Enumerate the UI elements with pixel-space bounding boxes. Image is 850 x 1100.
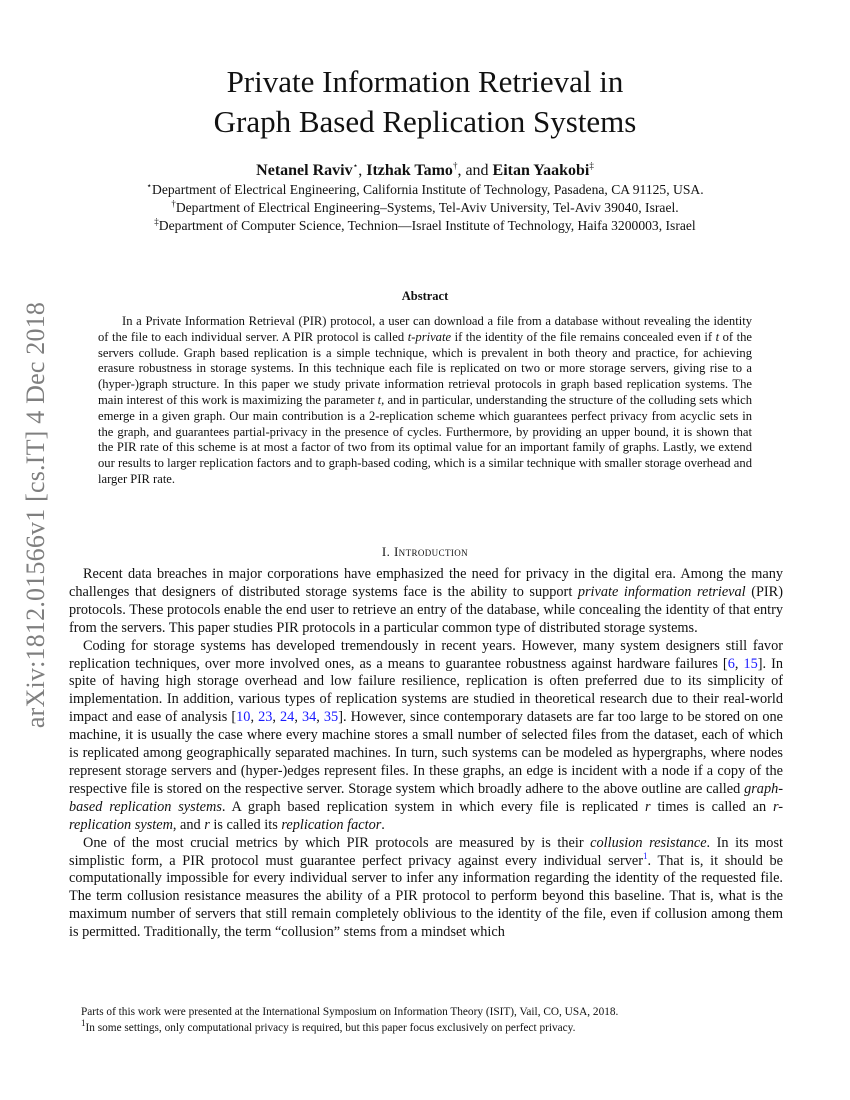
section-number: I. (381, 544, 394, 559)
paper-title (0, 62, 850, 142)
affiliation-mark: ‡ (154, 216, 159, 227)
citation-link[interactable]: 34 (301, 709, 317, 726)
citation-link[interactable]: 35 (323, 709, 339, 726)
footnote-conference: Parts of this work were presented at the International Symposium on Information Theory (ISIT), Vail, CO, USA, 2018. (81, 1006, 619, 1018)
affiliations (0, 181, 850, 235)
math-variable: r (645, 798, 651, 815)
abstract-emphasis: t-private (407, 329, 452, 344)
affiliation-mark: ⋆ (146, 180, 153, 191)
emphasis: r-replication system (69, 798, 783, 833)
abstract-heading: Abstract (401, 289, 449, 303)
text-run: , (316, 709, 324, 726)
abstract-text: , and in particular, understanding the structure of the colluding sets which emerge in a given graph. Our main contribution is a 2-replication scheme which guarantees perfect privacy from acyclic sets in the graph, and guarantees partial-privacy in the presence of cycles. Furthermore, by providing an upper bound, it is shown that the PIR rate of this scheme is at most a factor of two from its optimal value for an important family of graphs. Lastly, we extend our results to larger replication factors and to graph-based coding, which is a similar technique with smaller storage overhead and larger PIR rate. (98, 392, 753, 486)
text-run: is called its (209, 816, 282, 833)
footnote-mark: 1 (81, 1018, 86, 1029)
affiliation-3 (0, 217, 850, 235)
section-title: Introduction (393, 544, 469, 559)
paragraph (69, 566, 783, 638)
text-run: (PIR) protocols. These protocols enable the end user to retrieve an entry of the database, while concealing the identity of that entry from the servers. This paper studies PIR protocols in a particular common type of distributed storage systems. (69, 583, 783, 636)
text-run: , (734, 655, 744, 672)
text-run: , (272, 709, 281, 726)
text-run: , and (172, 816, 205, 833)
text-run: times is called an (650, 798, 773, 815)
citation-link[interactable]: 6 (727, 655, 735, 672)
paragraph (69, 835, 783, 942)
math-variable: r (204, 816, 210, 833)
author-2-mark: † (452, 160, 458, 171)
emphasis: graph-based replication systems (69, 780, 783, 815)
affiliation-text: Department of Computer Science, Technion—Israel Institute of Technology, Haifa 3200003, Israel (158, 218, 696, 233)
title-line-1: Private Information Retrieval in (226, 64, 624, 99)
citation-link[interactable]: 15 (743, 655, 758, 672)
emphasis: private information retrieval (577, 583, 746, 600)
footnotes (69, 1004, 783, 1036)
abstract-text: In a Private Information Retrieval (PIR) protocol, a user can download a file from a database without revealing the identity of the file to each individual server. A PIR protocol is called (98, 314, 752, 344)
section-heading (0, 544, 850, 560)
affiliation-mark: † (171, 198, 176, 209)
affiliation-2 (0, 199, 850, 217)
text-run: Recent data breaches in major corporations have emphasized the need for privacy in the digital era. Among the many challenges that designers of distributed storage systems face is the ability to support (69, 566, 783, 600)
text-run: One of the most crucial metrics by which PIR protocols are measured by is their (83, 834, 591, 851)
affiliation-text: Department of Electrical Engineering–Systems, Tel-Aviv University, Tel-Aviv 39040, Israel. (175, 200, 679, 215)
author-1: Netanel Raviv (256, 162, 353, 179)
footnote-text: In some settings, only computational privacy is required, but this paper focus exclusively on perfect privacy. (85, 1022, 576, 1034)
citation-link[interactable]: 23 (258, 709, 273, 726)
text-run: , (294, 709, 302, 726)
text-run: Coding for storage systems has developed tremendously in recent years. However, many system designers still favor replication techniques, over more involved ones, as a means to guarantee robustness against hardware failures [ (69, 637, 783, 672)
abstract-text: if the identity of the file remains concealed even if (451, 329, 716, 344)
math-variable: t (377, 392, 382, 407)
arxiv-id: arXiv:1812.01566v1 [cs.IT] 4 Dec 2018 (21, 301, 50, 729)
citation-link[interactable]: 10 (236, 709, 251, 726)
author-list (0, 161, 850, 181)
text-run: ]. However, since contemporary datasets are far too large to be stored on one machine, it is usually the case where every machine stores a small number of selected files from the dataset, each of which is replicated among geographically separated machines. In turn, such systems can be modeled as hypergraphs, where nodes represent storage servers and (hyper-)edges represent files. In these graphs, an edge is incident with a node if a copy of the respective file is stored on the respective server. Storage system which broadly adhere to the above outline are called (69, 709, 784, 797)
title-line-2: Graph Based Replication Systems (213, 104, 637, 139)
emphasis: collusion resistance (590, 834, 707, 851)
emphasis: replication factor (281, 816, 382, 833)
author-3-mark: ‡ (589, 160, 594, 171)
text-run: . That is, it should be computationally impossible for every individual server to infer any information regarding the identity of the requested file. The term collusion resistance measures the ability of a PIR protocol to perform beyond this baseline. That is, what is the maximum number of servers that still remain completely oblivious to the identity of the file, even if collusion among them is permitted. Traditionally, the term “collusion” stems from a mindset which (69, 852, 783, 941)
text-run: . In its most simplistic form, a PIR protocol must guarantee perfect privacy against every individual server (69, 834, 783, 869)
abstract-body (98, 314, 752, 488)
math-variable: t (715, 329, 720, 344)
affiliation-text: Department of Electrical Engineering, California Institute of Technology, Pasadena, CA 91125, USA. (152, 182, 704, 197)
text-run: , (250, 709, 259, 726)
author-2: Itzhak Tamo (366, 162, 453, 179)
footnote-marker[interactable]: 1 (643, 850, 648, 861)
paragraph (69, 638, 783, 835)
text-run: ]. In spite of having high storage overhead and low failure resilience, replication is often preferred due to its simplicity of implementation. In addition, various types of replication systems are studied in theoretical research due to their real-world impact and ease of analysis [ (69, 655, 784, 726)
arxiv-sidebar-stamp (14, 285, 58, 745)
author-1-mark: ⋆ (352, 160, 359, 171)
author-3: Eitan Yaakobi (492, 162, 590, 179)
text-run: . A graph based replication system in which every file is replicated (221, 798, 646, 815)
author-separator: , and (457, 162, 493, 179)
affiliation-1 (0, 181, 850, 199)
footnote-1 (69, 1020, 783, 1036)
citation-link[interactable]: 24 (280, 709, 295, 726)
text-run: . (381, 816, 385, 833)
author-separator: , (358, 162, 367, 179)
abstract-text: of the servers collude. Graph based replication is a simple technique, which is prevalent in both theory and practice, for achieving erasure robustness in storage systems. In this technique each file is replicated on two or more storage servers, giving rise to a (hyper-)graph structure. In this paper we study private information retrieval protocols in graph based replication systems. The main interest of this work is maximizing the parameter (98, 329, 753, 407)
introduction-body (69, 566, 783, 942)
